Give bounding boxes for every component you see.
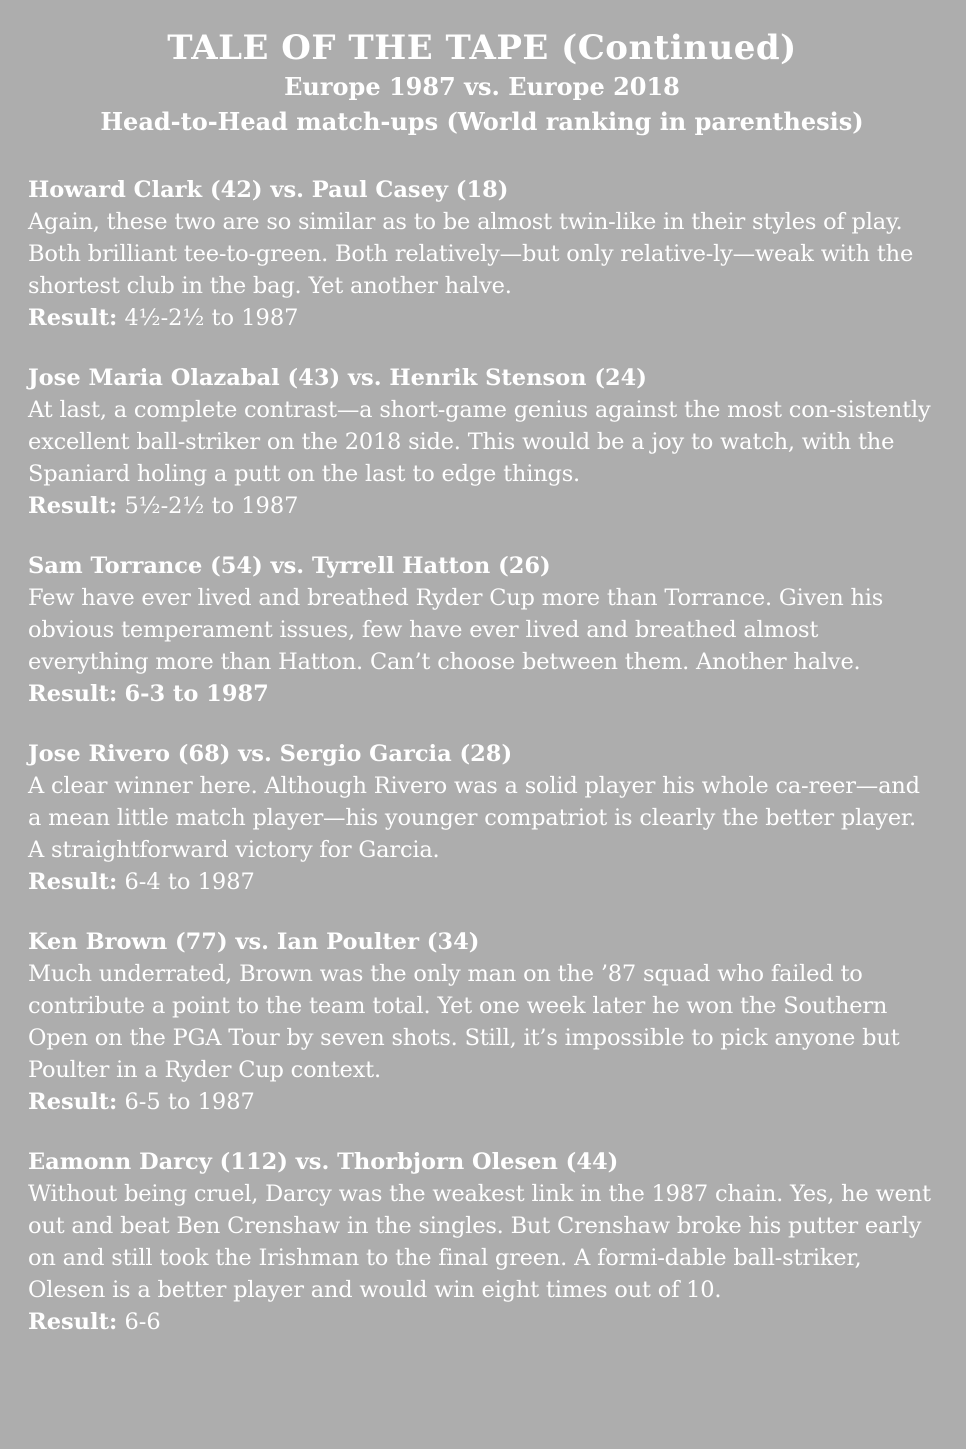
page-subtitle: Europe 1987 vs. Europe 2018: [284, 72, 680, 101]
matchup-body: At last, a complete contrast—a short-game genius against the most con-sistently excellent ball-striker on the 2018 side. This would be a joy to watch, with the Spaniard holing a putt on the last to edge things.: [28, 397, 931, 487]
matchup-body: Again, these two are so similar as to be almost twin-like in their styles of play. Both brilliant tee-to-green. Both relatively—but only relative-ly—weak with the shortest club in the bag. Yet another halve.: [28, 209, 914, 299]
result-label: Result:: [28, 493, 118, 519]
matchup-heading: Jose Maria Olazabal (43) vs. Henrik Stenson (24): [28, 365, 647, 391]
page-title: TALE OF THE TAPE (Continued): [167, 28, 797, 68]
result-value: 5½-2½ to 1987: [124, 493, 299, 519]
matchup-heading: Eamonn Darcy (112) vs. Thorbjorn Olesen (44): [28, 1149, 619, 1175]
matchup-item: [28, 926, 936, 1118]
matchup-list: [28, 174, 936, 1338]
matchup-item: [28, 550, 936, 710]
matchup-body: Few have ever lived and breathed Ryder Cup more than Torrance. Given his obvious temperament issues, few have ever lived and breathed almost everything more than Hatton. Can’t choose between them. Another halve.: [28, 585, 884, 675]
page-subtitle-secondary: Head-to-Head match-ups (World ranking in parenthesis): [100, 107, 864, 136]
result-value: 6-6: [124, 1309, 161, 1335]
matchup-body: A clear winner here. Although Rivero was a solid player his whole ca-reer—and a mean little match player—his younger compatriot is clearly the better player. A straightforward victory for Garcia.: [28, 773, 920, 863]
result-value: 6-4 to 1987: [124, 869, 255, 895]
matchup-result: [28, 678, 936, 710]
header: [28, 26, 936, 140]
matchup-heading: Sam Torrance (54) vs. Tyrrell Hatton (26): [28, 553, 551, 579]
matchup-heading: Howard Clark (42) vs. Paul Casey (18): [28, 177, 509, 203]
matchup-item: [28, 738, 936, 898]
matchup-result: [28, 866, 936, 898]
matchup-heading: Jose Rivero (68) vs. Sergio Garcia (28): [28, 741, 513, 767]
matchup-result: [28, 1086, 936, 1118]
matchup-result: [28, 1306, 936, 1338]
result-label: Result:: [28, 681, 118, 707]
matchup-body: Much underrated, Brown was the only man on the ’87 squad who failed to contribute a point to the team total. Yet one week later he won the Southern Open on the PGA Tour by seven shots. Still, it’s impossible to pick anyone but Poulter in a Ryder Cup context.: [28, 961, 900, 1083]
matchup-item: [28, 362, 936, 522]
result-label: Result:: [28, 305, 118, 331]
matchup-result: [28, 490, 936, 522]
result-label: Result:: [28, 1309, 118, 1335]
result-value: 6-3 to 1987: [124, 681, 269, 707]
matchup-heading: Ken Brown (77) vs. Ian Poulter (34): [28, 929, 480, 955]
matchup-item: [28, 1146, 936, 1338]
result-label: Result:: [28, 1089, 118, 1115]
matchup-result: [28, 302, 936, 334]
result-value: 4½-2½ to 1987: [124, 305, 299, 331]
result-label: Result:: [28, 869, 118, 895]
matchup-item: [28, 174, 936, 334]
matchup-body: Without being cruel, Darcy was the weakest link in the 1987 chain. Yes, he went out and beat Ben Crenshaw in the singles. But Crenshaw broke his putter early on and still took the Irishman to the final green. A formi-dable ball-striker, Olesen is a better player and would win eight times out of 10.: [28, 1181, 931, 1303]
result-value: 6-5 to 1987: [124, 1089, 255, 1115]
